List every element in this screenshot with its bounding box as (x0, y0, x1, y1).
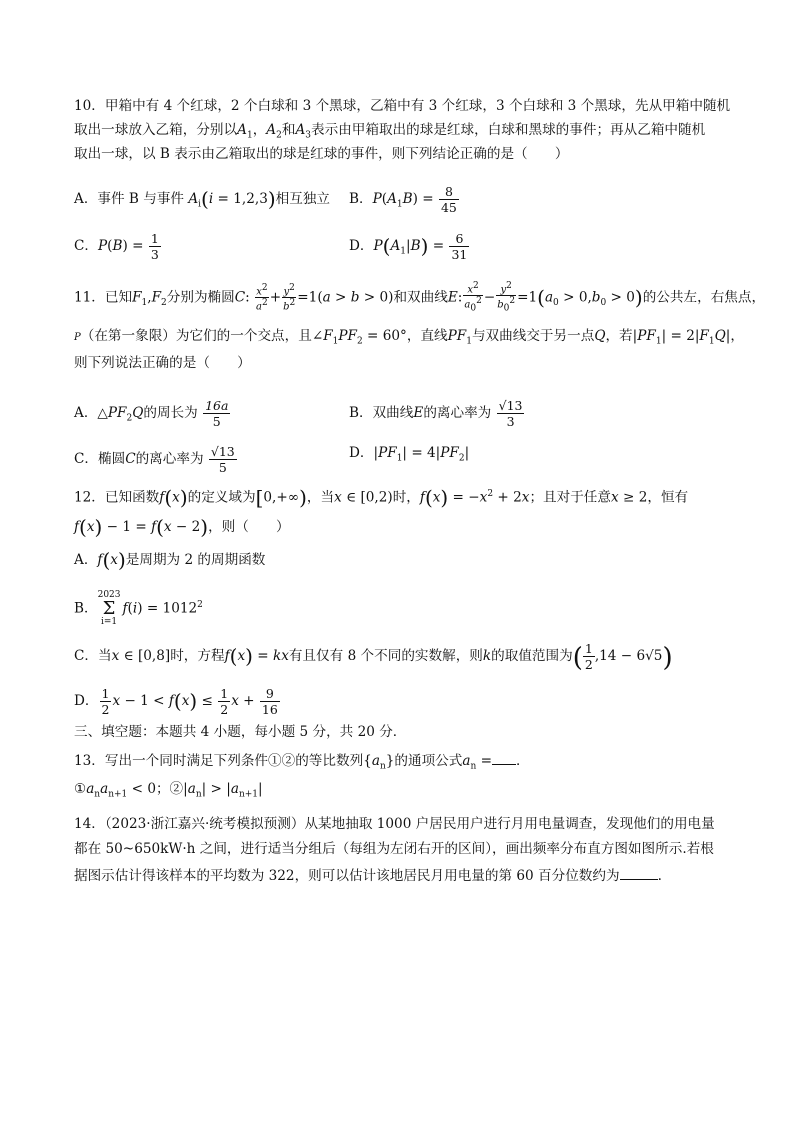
q14-line1: 14．（2023·浙江嘉兴·统考模拟预测）从某地抽取 1000 户居民用户进行月用电量调查，发现他们的用电量 (74, 816, 715, 832)
q14-line3: 据图示估计得该样本的平均数为 322，则可以估计该地居民月用电量的第 60 百分位数约为 . (74, 868, 662, 884)
q10-line2: 取出一球放入乙箱，分别以$A_1$，$A_2$和$A_3$表示由甲箱取出的球是红球，白球和黑球的事件；再从乙箱中随机 (74, 122, 706, 141)
q10-option-d: D．$P(A_1|B)$ = $\frac{6}{31}$ (349, 231, 468, 262)
q11-option-d: D．$|PF_1| = 4|PF_2|$ (349, 445, 470, 464)
q12-option-c: C．当x ∈ [0,8]时，方程f(x) = kx有且仅有 8 个不同的实数解，则k的取值范围为( $\frac{1}{2}$ ,14 − 6√5) (74, 641, 673, 673)
q14-line2: 都在 50~650kW·h 之间，进行适当分组后（每组为左闭右开的区间），画出频率分布直方图如图所示.若根 (74, 841, 714, 857)
q12-line1: 12．已知函数f(x)的定义域为[0,+∞)，当x ∈ [0,2)时，$f(x) = -x^2 + 2x$；且对于任意x ≥ 2，恒有 (74, 485, 689, 510)
q13-conditions: $①a_na_{n+1} < 0$；$②|a_n| > |a_{n+1}|$ (74, 781, 263, 800)
q14-answer-blank[interactable] (620, 866, 658, 880)
q10-line3: 取出一球，以 B 表示由乙箱取出的球是红球的事件，则下列结论正确的是（ ） (74, 146, 569, 162)
q13-answer-blank[interactable] (492, 751, 516, 765)
q11-option-c: C．椭圆C的离心率为 $\frac{√13}{5}$ (74, 444, 235, 475)
section-3-heading: 三、填空题：本题共 4 小题，每小题 5 分，共 20 分． (74, 724, 407, 740)
q11-option-b: B．双曲线E的离心率为 $\frac{√13}{3}$ (349, 398, 523, 429)
q10-line1: 10．甲箱中有 4 个红球，2 个白球和 3 个黑球，乙箱中有 3 个红球，3 个白球和 3 个黑球，先从甲箱中随机 (74, 98, 731, 114)
q13-line1: 13．写出一个同时满足下列条件①②的等比数列$\{a_n\}$的通项公式$a_n$ = ． (74, 753, 530, 772)
q11-line1: 11．已知$F_1,F_2$分别为椭圆C: $\frac{x^2}{a^2}$ + $\frac{y^2}{b^2}$ =1(a > b > 0)和双曲线E: $\frac{x^2}{a_0^2}$ − $\frac{y^2}{b_0^2}$ $=1(a_0 > 0,b_0 > 0)$的公共左，右焦点， (74, 281, 766, 314)
q10-option-a: A．事件 B 与事件 $A_i(i = 1,2,3)$相互独立 (74, 187, 331, 211)
q11-line3: 则下列说法正确的是（ ） (74, 355, 251, 371)
q10-option-b: B．$P(A_1B)$ = $\frac{8}{45}$ (349, 184, 457, 215)
q12-line2: f(x) − 1 = f(x − 2)，则（ ） (74, 515, 290, 539)
q11-option-a: A．$\triangle PF_2Q$的周长为 $\frac{16a}{5}$ (74, 398, 229, 429)
q10-option-c: C．P(B) = $\frac{1}{3}$ (74, 231, 159, 262)
q12-option-d: D． $\frac{1}{2}$ x − 1 < f(x) ≤ $\frac{1}{2}$ x + $\frac{9}{16}$ (74, 686, 278, 717)
q12-option-b: B． 2023 Σ i=1 $f(i) = 1012^2$ (74, 590, 203, 627)
q11-line2: P（在第一象限）为它们的一个交点，且$\angle F_1PF_2 = 60^\circ$，直线$PF_1$与双曲线交于另一点Q，若$|PF_1| = 2|F_1Q|$， (74, 328, 744, 347)
q12-option-a: A．f(x)是周期为 2 的周期函数 (74, 548, 266, 572)
